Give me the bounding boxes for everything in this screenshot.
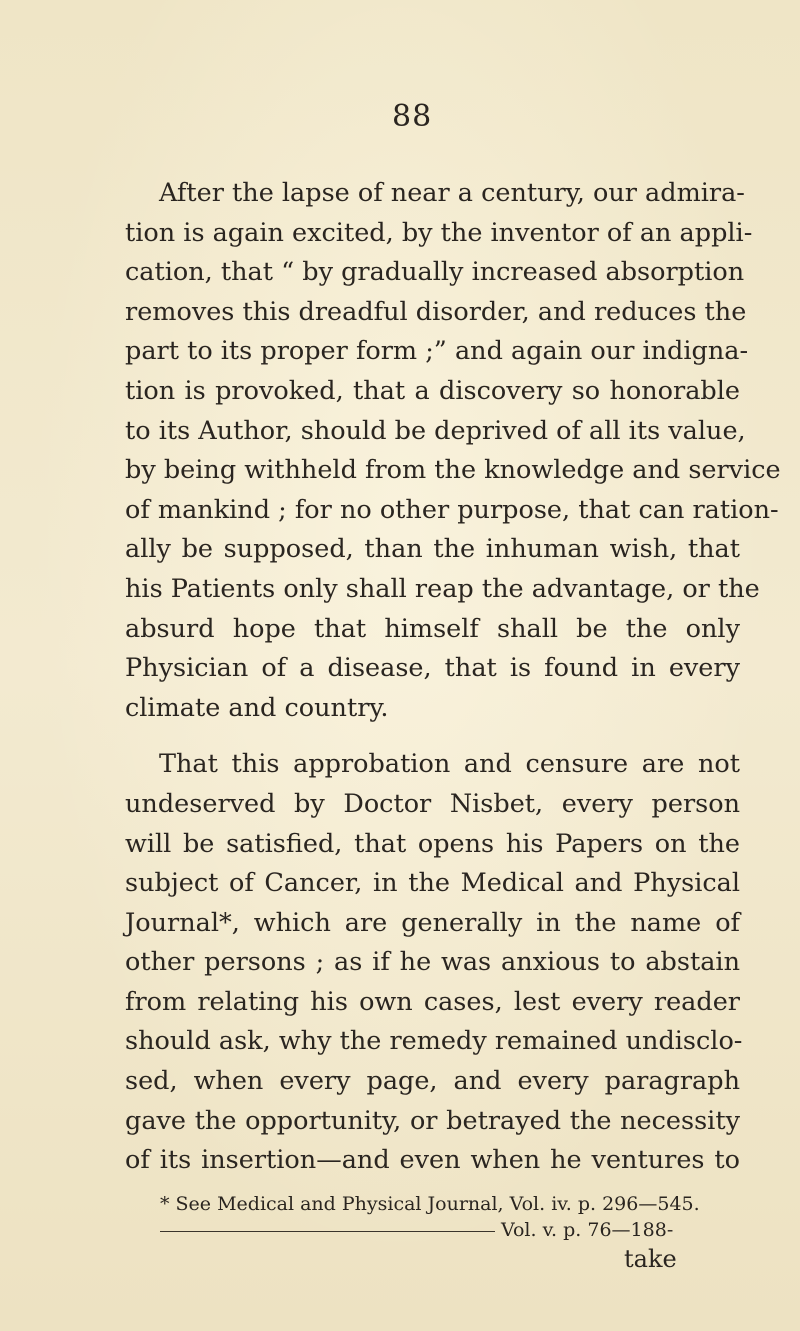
text-line: That this approbation and censure are not bbox=[159, 749, 740, 780]
footnote-continuation bbox=[160, 1217, 760, 1243]
paragraph-gap bbox=[125, 728, 740, 745]
catchword: take bbox=[624, 1245, 677, 1273]
text-line: cation, that “ by gradually increased absorption bbox=[125, 257, 745, 288]
text-line: other persons ; as if he was anxious to abstain bbox=[125, 947, 740, 978]
text-line: tion is again excited, by the inventor of an appli- bbox=[125, 217, 753, 248]
text-line: to its Author, should be deprived of all its value, bbox=[125, 415, 746, 446]
text-line: will be satisfied, that opens his Papers on the bbox=[125, 828, 740, 859]
text-line: tion is provoked, that a discovery so honorable bbox=[125, 375, 740, 406]
text-line: subject of Cancer, in the Medical and Physical bbox=[125, 868, 740, 899]
text-line: undeserved by Doctor Nisbet, every person bbox=[125, 788, 740, 819]
text-line: of mankind ; for no other purpose, that can ration- bbox=[125, 494, 779, 525]
text-line: absurd hope that himself shall be the only bbox=[125, 613, 740, 644]
text-line: gave the opportunity, or betrayed the necessity bbox=[125, 1105, 740, 1136]
body-text bbox=[125, 174, 781, 1181]
text-line: from relating his own cases, lest every reader bbox=[125, 986, 740, 1017]
text-line: should ask, why the remedy remained undisclo- bbox=[125, 1026, 743, 1057]
text-line: removes this dreadful disorder, and reduces the bbox=[125, 296, 747, 327]
text-line: ally be supposed, than the inhuman wish, that bbox=[125, 534, 740, 565]
footnotes bbox=[160, 1191, 760, 1243]
paragraph-1 bbox=[125, 174, 781, 728]
text-line: by being withheld from the knowledge and service bbox=[125, 455, 781, 486]
text-line: After the lapse of near a century, our admira- bbox=[159, 178, 745, 208]
text-line: climate and country. bbox=[125, 692, 389, 723]
text-line: Physician of a disease, that is found in every bbox=[125, 653, 740, 684]
footnote-line: Vol. v. p. 76—188- bbox=[501, 1219, 674, 1241]
page-number: 88 bbox=[392, 99, 433, 134]
text-line: part to its proper form ;” and again our indigna- bbox=[125, 336, 749, 367]
text-line: his Patients only shall reap the advantage, or the bbox=[125, 573, 760, 604]
text-line: sed, when every page, and every paragraph bbox=[125, 1066, 740, 1097]
ditto-rule bbox=[160, 1231, 495, 1232]
paragraph-2 bbox=[125, 745, 743, 1181]
text-line: Journal*, which are generally in the name of bbox=[125, 907, 740, 938]
text-line: of its insertion—and even when he ventures to bbox=[125, 1145, 740, 1176]
footnote-line: * See Medical and Physical Journal, Vol. iv. p. 296—545. bbox=[160, 1193, 700, 1215]
